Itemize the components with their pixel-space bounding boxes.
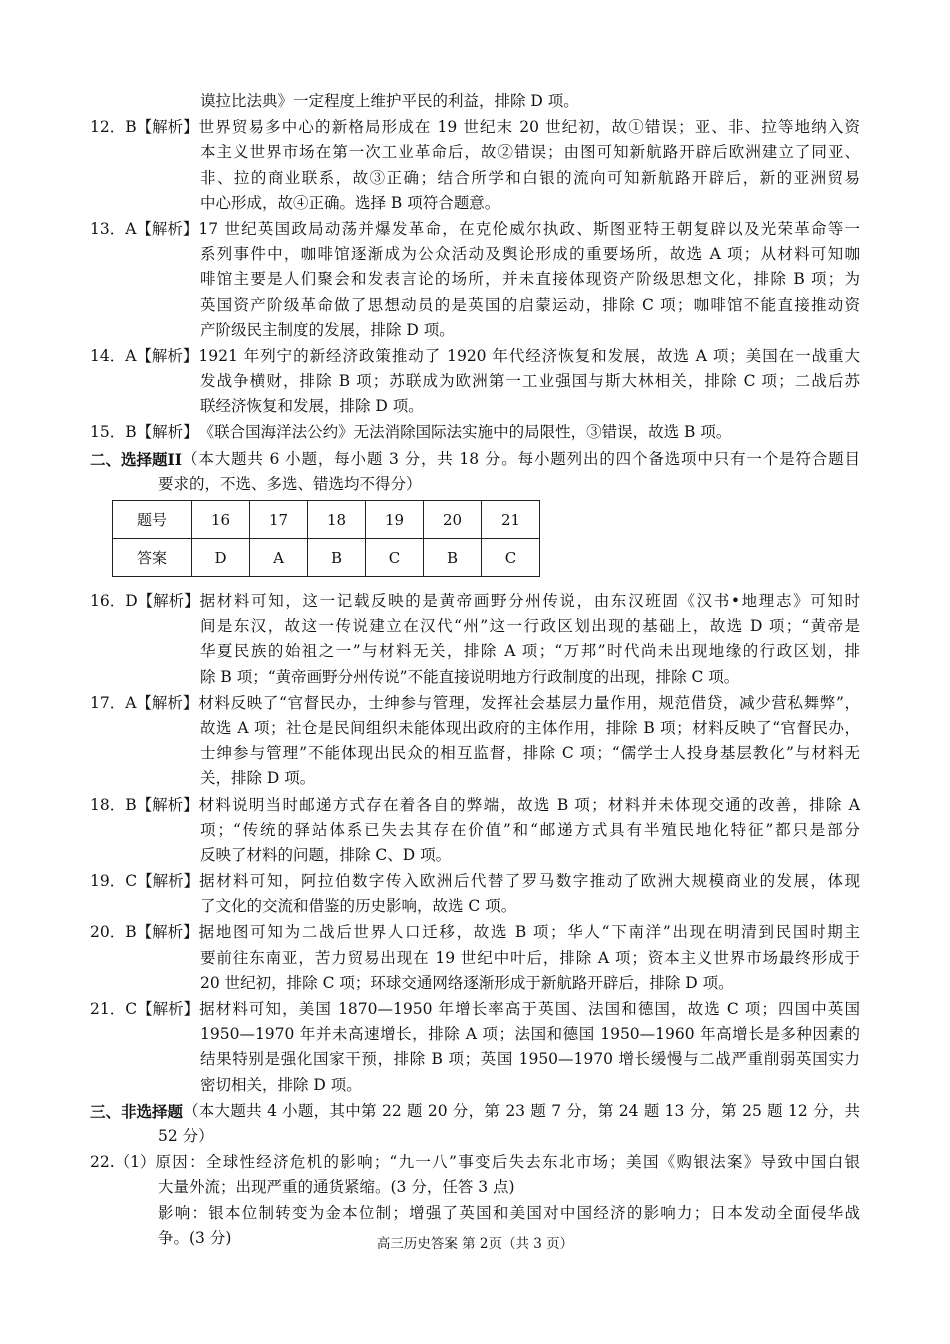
question-label: 21．C【解析】 [90,1000,200,1018]
section-desc: （本大题共 6 小题，每小题 3 分，共 18 分。每小题列出的四个备选项中只有一个是符合题目 [182,449,860,468]
section-3-heading [90,1099,860,1149]
answer-line: 争。(3 分) [158,1228,232,1247]
explanation-line: 材料反映了“官督民办，士绅参与管理，发挥社会基层力量作用，规范借贷，减少营私舞弊”， [198,693,860,712]
section-2-heading [90,447,860,497]
explanation-line: 1950—1970 年并未高速增长，排除 A 项；法国和德国 1950—1960 年高增长是多种因素的 [200,1025,860,1044]
explanation-line: 士绅参与管理”不能体现出民众的相互监督，排除 C 项；“儒学士人投身基层教化”与材料无 [200,744,860,763]
explanation-item [90,420,860,445]
explanation-first-line [90,920,860,945]
explanation-line: 联经济恢复和发展，排除 D 项。 [200,397,424,416]
answer-line: 大量外流；出现严重的通货紧缩。(3 分，任答 3 点) [158,1178,515,1197]
explanation-line: 据材料可知，美国 1870—1950 年增长率高于英国、法国和德国，故选 C 项；四国中英国 [199,1000,860,1018]
explanation-line: 项；“传统的驿站体系已失去其存在价值”和“邮递方式具有半殖民地化特征”都只是部分 [200,820,860,839]
question-label: 15．B【解析】 [90,423,199,442]
section-desc: （本大题共 4 小题，其中第 22 题 20 分，第 23 题 7 分，第 24 题 13 分，第 25 题 12 分，共 [183,1101,860,1120]
explanation-line: 要前往东南亚，苦力贸易出现在 19 世纪中叶后，排除 A 项；资本主义世界市场最终形成于 [200,948,860,967]
explanation-first-line [90,344,860,369]
explanation-line: 间是东汉，故这一传说建立在汉代“州”这一行政区划出现的基础上，故选 D 项；“黄帝是 [200,617,860,636]
explanation-line: 非、拉的商业联系，故③正确；结合所学和白银的流向可知新航路开辟后，新的亚洲贸易 [200,168,860,187]
question-label: 14．A【解析】 [90,346,199,365]
explanation-line: 产阶级民主制度的发展，排除 D 项。 [200,320,455,339]
explanations-group-2 [90,589,860,1098]
explanation-line: 中心形成，故④正确。选择 B 项符合题意。 [200,193,501,212]
page-footer: 高三历史答案 第 2页（共 3 页） [376,1236,574,1252]
answer-cell: A [250,539,308,577]
question-number-cell: 20 [424,501,482,539]
explanation-line: 据材料可知，阿拉伯数字传入欧洲后代替了罗马数字推动了欧洲大规模商业的发展，体现 [199,872,860,891]
question-label: 16．D【解析】 [90,592,200,610]
explanation-first-line [90,997,860,1022]
question-label: 22.（1） [90,1153,156,1172]
explanation-first-line [90,420,860,445]
question-label: 20．B【解析】 [90,923,199,942]
explanation-item [90,920,860,996]
explanation-first-line [90,793,860,818]
explanation-first-line [90,691,860,716]
explanation-line: 《联合国海洋法公约》无法消除国际法实施中的局限性，③错误，故选 B 项。 [198,423,732,442]
explanation-item [90,691,860,792]
section-title: 二、选择题II [90,449,183,469]
question-label: 12．B【解析】 [90,118,199,137]
explanation-line: 20 世纪初，排除 C 项；环球交通网络逐渐形成于新航路开辟后，排除 D 项。 [200,973,734,992]
table-header: 题号 [113,501,192,539]
explanation-line: 关，排除 D 项。 [200,769,316,788]
explanation-line: 反映了材料的问题，排除 C、D 项。 [200,845,452,864]
explanation-item [90,344,860,420]
explanation-item [90,217,860,343]
question-number-cell: 19 [366,501,424,539]
explanation-first-line [90,589,860,614]
explanation-line: 1921 年列宁的新经济政策推动了 1920 年代经济恢复和发展，故选 A 项；美国在一战重大 [198,346,860,365]
explanation-line: 结果特别是强化国家干预，排除 B 项；英国 1950—1970 增长缓慢与二战严重削弱英国实力 [200,1050,860,1069]
explanation-line: 世界贸易多中心的新格局形成在 19 世纪末 20 世纪初，故①错误；亚、非、拉等地纳入资 [198,118,860,137]
explanation-item [90,997,860,1098]
answer-cell: D [192,539,250,577]
table-header: 答案 [113,539,192,577]
question-label: 17．A【解析】 [90,693,199,712]
explanation-first-line [90,115,860,140]
explanation-line: 密切相关，排除 D 项。 [200,1075,362,1094]
explanation-line: 故选 A 项；社仓是民间组织未能体现出政府的主体作用，排除 B 项；材料反映了“官督民办， [200,718,860,737]
answer-cell: B [424,539,482,577]
explanation-line: 了文化的交流和借鉴的历史影响，故选 C 项。 [200,897,517,916]
question-number-cell: 21 [482,501,540,539]
answer-line: 影响：银本位制转变为金本位制；增强了英国和美国对中国经济的影响力；日本发动全面侵华战 [158,1203,860,1222]
section-title: 三、非选择题 [90,1101,184,1121]
explanation-line: 英国资产阶级革命做了思想动员的是英国的启蒙运动，排除 C 项；咖啡馆不能直接推动资 [200,295,860,314]
explanation-line: 谟拉比法典》一定程度上维护平民的利益，排除 D 项。 [200,92,579,110]
explanation-line: 除 B 项；“黄帝画野分州传说”不能直接说明地方行政制度的出现，排除 C 项。 [200,667,740,686]
question-label: 13．A【解析】 [90,219,199,238]
explanation-line: 系列事件中，咖啡馆逐渐成为公众活动及舆论形成的重要场所，故选 A 项；从材料可知咖 [200,245,860,264]
explanation-line: 啡馆主要是人们聚会和发表言论的场所，并未直接体现资产阶级思想文化，排除 B 项；为 [200,270,860,289]
explanation-first-line [90,869,860,894]
explanation-line: 据材料可知，这一记载反映的是黄帝画野分州传说，由东汉班固《汉书•地理志》可知时 [199,592,860,610]
explanations-group-1 [90,89,860,446]
question-number-cell: 17 [250,501,308,539]
explanation-first-line [90,217,860,242]
answer-table [112,500,540,577]
explanation-line: 17 世纪英国政局动荡并爆发革命，在克伦威尔执政、斯图亚特王朝复辟以及光荣革命等一 [198,219,860,238]
section-desc: 52 分） [158,1126,214,1145]
question-number-cell: 16 [192,501,250,539]
explanation-line: 材料说明当时邮递方式存在着各自的弊端，故选 B 项；材料并未体现交通的改善，排除 A [198,795,860,814]
answer-cell: C [482,539,540,577]
answer-line: 原因：全球性经济危机的影响；“九一八”事变后失去东北市场；美国《购银法案》导致中国白银 [155,1153,860,1172]
answer-document [90,89,860,1252]
explanation-line: 华夏民族的始祖之一”与材料无关，排除 A 项；“万邦”时代尚未出现地缘的行政区划，排 [200,642,860,661]
question-number-cell: 18 [308,501,366,539]
section-desc: 要求的，不选、多选、错选均不得分） [158,474,422,493]
explanation-item [90,869,860,919]
question-label: 19．C【解析】 [90,872,200,891]
answer-cell: C [366,539,424,577]
explanation-item [90,589,860,690]
explanation-item [90,115,860,216]
question-label: 18．B【解析】 [90,795,199,814]
explanation-line: 发战争横财，排除 B 项；苏联成为欧洲第一工业强国与斯大林相关，排除 C 项；二战后苏 [200,372,860,391]
answer-cell: B [308,539,366,577]
explanation-item [90,793,860,869]
explanation-line: 本主义世界市场在第一次工业革命后，故②错误；由图可知新航路开辟后欧洲建立了同亚、 [200,143,860,162]
explanation-line: 据地图可知为二战后世界人口迁移，故选 B 项；华人“下南洋”出现在明清到民国时期主 [198,923,860,942]
explanation-item [90,89,860,114]
